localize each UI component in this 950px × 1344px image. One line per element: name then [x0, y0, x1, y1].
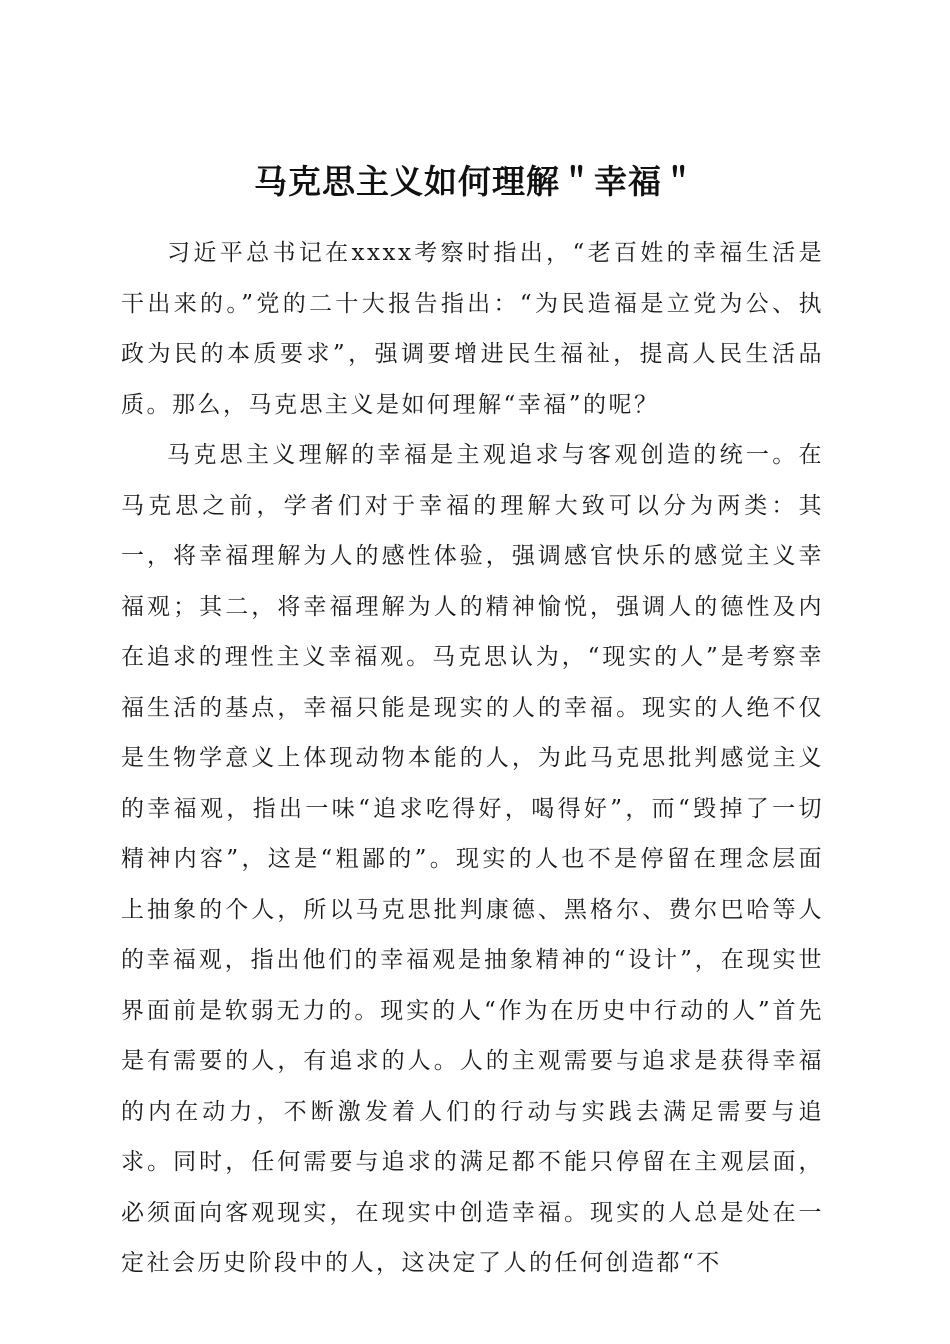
- document-body: [121, 228, 824, 1289]
- paragraph-main: 马克思主义理解的幸福是主观追求与客观创造的统一。在马克思之前，学者们对于幸福的理解大致可以分为两类：其一，将幸福理解为人的感性体验，强调感官快乐的感觉主义幸福观；其二，将幸福理解为人的精神愉悦，强调人的德性及内在追求的理性主义幸福观。马克思认为，“现实的人”是考察幸福生活的基点，幸福只能是现实的人的幸福。现实的人绝不仅是生物学意义上体现动物本能的人，为此马克思批判感觉主义的幸福观，指出一味“追求吃得好，喝得好”，而“毁掉了一切精神内容”，这是“粗鄙的”。现实的人也不是停留在理念层面上抽象的个人，所以马克思批判康德、黑格尔、费尔巴哈等人的幸福观，指出他们的幸福观是抽象精神的“设计”，在现实世界面前是软弱无力的。现实的人“作为在历史中行动的人”首先是有需要的人，有追求的人。人的主观需要与追求是获得幸福的内在动力，不断激发着人们的行动与实践去满足需要与追求。同时，任何需要与追求的满足都不能只停留在主观层面，必须面向客观现实，在现实中创造幸福。现实的人总是处在一定社会历史阶段中的人，这决定了人的任何创造都“不: [121, 442, 824, 1276]
- document-title: 马克思主义如何理解＂幸福＂: [254, 162, 696, 202]
- paragraph-intro: 习近平总书记在xxxx考察时指出，“老百姓的幸福生活是干出来的。”党的二十大报告指出：“为民造福是立党为公、执政为民的本质要求”，强调要增进民生福祉，提高人民生活品质。那么，马克思主义是如何理解“幸福”的呢？: [121, 240, 824, 418]
